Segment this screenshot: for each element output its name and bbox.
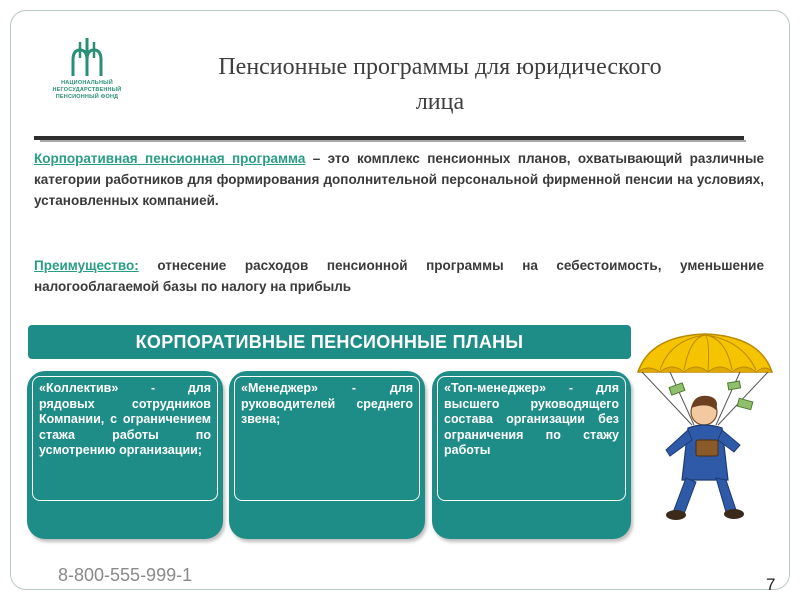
- logo-line: НЕГОСУДАРСТВЕННЫЙ: [52, 87, 122, 93]
- plan-card-top-manager: [432, 371, 631, 539]
- footer-phone: 8-800-555-999-1: [58, 565, 193, 585]
- plan-card-manager: [229, 371, 425, 539]
- page-number: 7: [766, 575, 776, 594]
- plan-card-text: «Топ-менеджер» - для высшего руководящего состава организации без ограничения по стажу работы: [437, 376, 626, 501]
- plans-banner: КОРПОРАТИВНЫЕ ПЕНСИОННЫЕ ПЛАНЫ: [28, 325, 631, 359]
- page-title: [150, 50, 730, 120]
- advantage-text: отнесение расходов пенсионной программы на себестоимость, уменьшение налогооблагаемой базы по налогу на прибыль: [34, 258, 764, 294]
- advantage-paragraph: [34, 255, 764, 297]
- advantage-term: Преимущество:: [34, 258, 139, 273]
- parachutist-illustration: [630, 330, 780, 535]
- page-title-line-2: лица: [415, 89, 465, 115]
- logo-text: [32, 80, 142, 101]
- plan-card-collective: [27, 371, 223, 539]
- logo-line: ПЕНСИОННЫЙ ФОНД: [55, 94, 119, 100]
- title-divider-shadow: [40, 140, 746, 142]
- logo: [32, 36, 142, 101]
- logo-line: НАЦИОНАЛЬНЫЙ: [61, 80, 113, 86]
- businessman-icon: [666, 396, 744, 520]
- definition-term: Корпоративная пенсионная программа: [34, 151, 306, 166]
- definition-text: – это комплекс пенсионных планов, охватывающий различные категории работников для формирования дополнительной персональной фирменной пенсии на условиях, установленных компанией.: [34, 151, 764, 208]
- logo-icon: [65, 36, 109, 78]
- plan-card-text: «Менеджер» - для руководителей среднего звена;: [234, 376, 420, 501]
- page-title-line-1: Пенсионные программы для юридического: [218, 54, 662, 80]
- plan-card-text: «Коллектив» - для рядовых сотрудников Компании, с ограничением стажа работы по усмотрению организации;: [32, 376, 218, 501]
- definition-paragraph: [34, 148, 764, 211]
